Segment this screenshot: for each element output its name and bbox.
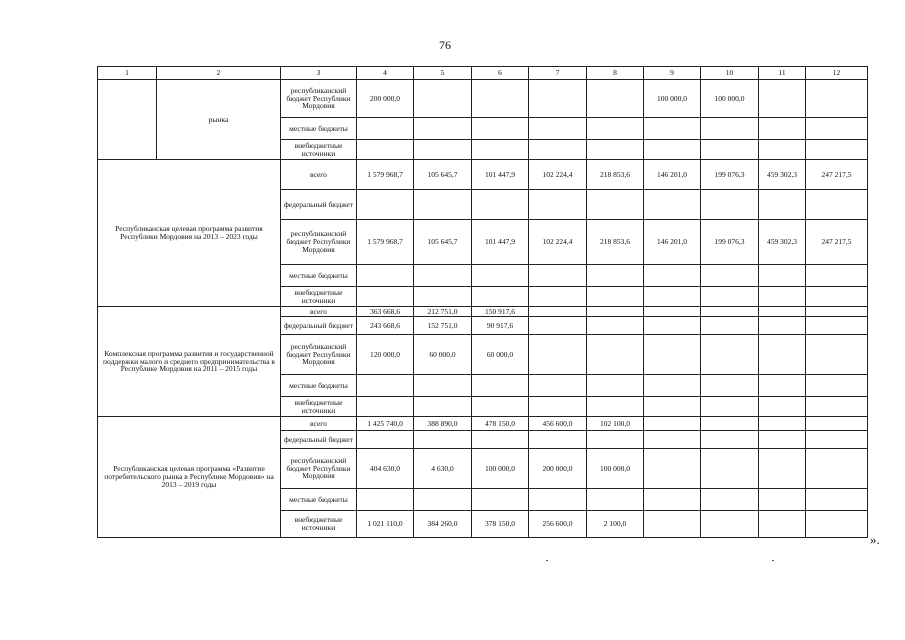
- amount-cell: [357, 397, 414, 417]
- funding-source: республиканский бюджет Республики Мордовия: [281, 220, 357, 265]
- amount-cell: 150 917,6: [472, 307, 529, 317]
- amount-cell: [701, 287, 759, 307]
- amount-cell: [414, 375, 472, 397]
- amount-cell: [472, 118, 529, 140]
- amount-cell: [472, 397, 529, 417]
- amount-cell: 4 630,0: [414, 449, 472, 489]
- continued-program-name: рынка: [157, 80, 281, 160]
- amount-cell: 1 021 110,0: [357, 511, 414, 538]
- column-number-header: 1: [98, 67, 157, 80]
- funding-source: местные бюджеты: [281, 118, 357, 140]
- amount-cell: 459 302,3: [759, 220, 806, 265]
- amount-cell: [806, 307, 868, 317]
- amount-cell: [644, 449, 701, 489]
- amount-cell: [644, 317, 701, 335]
- amount-cell: [644, 307, 701, 317]
- funding-source: федеральный бюджет: [281, 190, 357, 220]
- amount-cell: 212 751,0: [414, 307, 472, 317]
- table-row: [98, 80, 868, 118]
- amount-cell: [357, 265, 414, 287]
- amount-cell: [529, 265, 587, 287]
- amount-cell: [701, 307, 759, 317]
- amount-cell: [644, 417, 701, 431]
- program-name: Комплексная программа развития и государственной поддержки малого и среднего предпринимательства в Республике Мордовия на 2011 – 2015 годы: [98, 307, 281, 417]
- amount-cell: [587, 431, 644, 449]
- amount-cell: 384 260,0: [414, 511, 472, 538]
- amount-cell: 247 217,5: [806, 160, 868, 190]
- amount-cell: [644, 140, 701, 160]
- amount-cell: 102 224,4: [529, 220, 587, 265]
- amount-cell: 218 853,6: [587, 220, 644, 265]
- amount-cell: [806, 190, 868, 220]
- amount-cell: [529, 287, 587, 307]
- amount-cell: [587, 397, 644, 417]
- amount-cell: [759, 375, 806, 397]
- amount-cell: [806, 417, 868, 431]
- amount-cell: [644, 511, 701, 538]
- amount-cell: 100 000,0: [472, 449, 529, 489]
- column-number-header: 5: [414, 67, 472, 80]
- column-number-header: 7: [529, 67, 587, 80]
- amount-cell: [414, 397, 472, 417]
- amount-cell: [414, 287, 472, 307]
- amount-cell: [587, 317, 644, 335]
- amount-cell: [759, 265, 806, 287]
- amount-cell: [644, 431, 701, 449]
- amount-cell: [701, 140, 759, 160]
- amount-cell: 363 668,6: [357, 307, 414, 317]
- amount-cell: [414, 80, 472, 118]
- funding-source: федеральный бюджет: [281, 431, 357, 449]
- amount-cell: [759, 449, 806, 489]
- amount-cell: 256 600,0: [529, 511, 587, 538]
- amount-cell: 199 076,3: [701, 160, 759, 190]
- program-name: Республиканская целевая программа развития Республики Мордовия на 2013 – 2023 годы: [98, 160, 281, 307]
- amount-cell: [806, 140, 868, 160]
- amount-cell: [587, 287, 644, 307]
- column-number-header: 2: [157, 67, 281, 80]
- amount-cell: [644, 118, 701, 140]
- amount-cell: [701, 417, 759, 431]
- amount-cell: [806, 449, 868, 489]
- amount-cell: [701, 375, 759, 397]
- amount-cell: [806, 335, 868, 375]
- amount-cell: [529, 335, 587, 375]
- amount-cell: [806, 511, 868, 538]
- amount-cell: [472, 80, 529, 118]
- page-number: 76: [439, 38, 451, 52]
- amount-cell: [357, 118, 414, 140]
- amount-cell: [472, 489, 529, 511]
- amount-cell: [701, 511, 759, 538]
- amount-cell: [529, 489, 587, 511]
- amount-cell: 456 600,0: [529, 417, 587, 431]
- amount-cell: 478 150,0: [472, 417, 529, 431]
- column-number-header: 10: [701, 67, 759, 80]
- amount-cell: [414, 265, 472, 287]
- amount-cell: [529, 431, 587, 449]
- amount-cell: [701, 431, 759, 449]
- amount-cell: 388 890,0: [414, 417, 472, 431]
- amount-cell: 100 000,0: [701, 80, 759, 118]
- amount-cell: [529, 375, 587, 397]
- amount-cell: [472, 190, 529, 220]
- amount-cell: [529, 140, 587, 160]
- amount-cell: 199 076,3: [701, 220, 759, 265]
- amount-cell: [357, 190, 414, 220]
- amount-cell: [472, 431, 529, 449]
- amount-cell: 146 201,0: [644, 160, 701, 190]
- amount-cell: 152 751,0: [414, 317, 472, 335]
- amount-cell: 404 630,0: [357, 449, 414, 489]
- funding-source: местные бюджеты: [281, 375, 357, 397]
- amount-cell: [414, 118, 472, 140]
- amount-cell: [644, 335, 701, 375]
- amount-cell: [587, 307, 644, 317]
- amount-cell: [357, 140, 414, 160]
- funding-source: внебюджетные источники: [281, 511, 357, 538]
- table-row: [98, 417, 868, 431]
- closing-quote-mark: ».: [870, 532, 880, 547]
- funding-source: всего: [281, 417, 357, 431]
- amount-cell: 459 302,3: [759, 160, 806, 190]
- program-name: Республиканская целевая программа «Развитие потребительского рынка в Республике Мордовия» на 2013 – 2019 годы: [98, 417, 281, 538]
- amount-cell: [759, 190, 806, 220]
- column-number-header: 8: [587, 67, 644, 80]
- amount-cell: [472, 287, 529, 307]
- amount-cell: [644, 397, 701, 417]
- amount-cell: [587, 140, 644, 160]
- amount-cell: [701, 317, 759, 335]
- amount-cell: [414, 489, 472, 511]
- amount-cell: [701, 190, 759, 220]
- amount-cell: [759, 417, 806, 431]
- amount-cell: [759, 431, 806, 449]
- amount-cell: [472, 265, 529, 287]
- budget-table: [97, 66, 868, 538]
- amount-cell: [587, 489, 644, 511]
- amount-cell: [472, 140, 529, 160]
- amount-cell: 1 579 968,7: [357, 220, 414, 265]
- funding-source: республиканский бюджет Республики Мордовия: [281, 335, 357, 375]
- amount-cell: 90 917,6: [472, 317, 529, 335]
- table-row: [98, 307, 868, 317]
- amount-cell: 247 217,5: [806, 220, 868, 265]
- amount-cell: 100 000,0: [587, 449, 644, 489]
- funding-source: внебюджетные источники: [281, 140, 357, 160]
- amount-cell: [806, 431, 868, 449]
- column-number-header: 9: [644, 67, 701, 80]
- amount-cell: 101 447,9: [472, 220, 529, 265]
- amount-cell: [806, 118, 868, 140]
- amount-cell: 2 100,0: [587, 511, 644, 538]
- amount-cell: [644, 287, 701, 307]
- amount-cell: [529, 190, 587, 220]
- amount-cell: [806, 265, 868, 287]
- funding-source: внебюджетные источники: [281, 397, 357, 417]
- amount-cell: 102 224,4: [529, 160, 587, 190]
- amount-cell: [587, 375, 644, 397]
- column-number-header: 4: [357, 67, 414, 80]
- amount-cell: 100 000,0: [644, 80, 701, 118]
- amount-cell: [529, 307, 587, 317]
- amount-cell: [806, 489, 868, 511]
- amount-cell: 243 668,6: [357, 317, 414, 335]
- amount-cell: [529, 397, 587, 417]
- funding-source: федеральный бюджет: [281, 317, 357, 335]
- funding-source: всего: [281, 160, 357, 190]
- amount-cell: [759, 489, 806, 511]
- table-row: [98, 160, 868, 190]
- amount-cell: [357, 431, 414, 449]
- header-row: [98, 67, 868, 80]
- amount-cell: [701, 335, 759, 375]
- amount-cell: 60 000,0: [472, 335, 529, 375]
- amount-cell: [472, 375, 529, 397]
- amount-cell: [587, 80, 644, 118]
- amount-cell: [759, 511, 806, 538]
- amount-cell: 105 645,7: [414, 220, 472, 265]
- funding-source: всего: [281, 307, 357, 317]
- amount-cell: [759, 397, 806, 417]
- amount-cell: [759, 80, 806, 118]
- amount-cell: 120 000,0: [357, 335, 414, 375]
- continued-blank-cell: [98, 80, 157, 160]
- amount-cell: [587, 190, 644, 220]
- amount-cell: [644, 190, 701, 220]
- funding-source: местные бюджеты: [281, 489, 357, 511]
- column-number-header: 6: [472, 67, 529, 80]
- amount-cell: [759, 140, 806, 160]
- amount-cell: [414, 190, 472, 220]
- amount-cell: [759, 287, 806, 307]
- amount-cell: 218 853,6: [587, 160, 644, 190]
- amount-cell: [587, 335, 644, 375]
- amount-cell: [529, 80, 587, 118]
- funding-source: местные бюджеты: [281, 265, 357, 287]
- table-body: [98, 67, 868, 538]
- amount-cell: [806, 397, 868, 417]
- amount-cell: 60 000,0: [414, 335, 472, 375]
- amount-cell: [644, 375, 701, 397]
- scan-speck: [546, 560, 548, 561]
- amount-cell: 200 000,0: [529, 449, 587, 489]
- amount-cell: [759, 335, 806, 375]
- amount-cell: 101 447,9: [472, 160, 529, 190]
- amount-cell: [806, 317, 868, 335]
- amount-cell: [701, 118, 759, 140]
- amount-cell: [414, 431, 472, 449]
- amount-cell: [587, 118, 644, 140]
- amount-cell: [357, 287, 414, 307]
- funding-source: республиканский бюджет Республики Мордовия: [281, 449, 357, 489]
- column-number-header: 11: [759, 67, 806, 80]
- amount-cell: 146 201,0: [644, 220, 701, 265]
- amount-cell: [644, 489, 701, 511]
- amount-cell: [806, 80, 868, 118]
- scan-speck: [772, 560, 774, 561]
- amount-cell: [759, 118, 806, 140]
- amount-cell: [701, 265, 759, 287]
- amount-cell: 102 100,0: [587, 417, 644, 431]
- amount-cell: [357, 489, 414, 511]
- amount-cell: 200 000,0: [357, 80, 414, 118]
- amount-cell: [701, 397, 759, 417]
- amount-cell: [701, 449, 759, 489]
- amount-cell: 1 579 968,7: [357, 160, 414, 190]
- amount-cell: [759, 307, 806, 317]
- amount-cell: [806, 375, 868, 397]
- amount-cell: [529, 118, 587, 140]
- amount-cell: 1 425 740,0: [357, 417, 414, 431]
- amount-cell: 378 150,0: [472, 511, 529, 538]
- funding-source: республиканский бюджет Республики Мордовия: [281, 80, 357, 118]
- amount-cell: [644, 265, 701, 287]
- amount-cell: [414, 140, 472, 160]
- column-number-header: 3: [281, 67, 357, 80]
- column-number-header: 12: [806, 67, 868, 80]
- funding-source: внебюджетные источники: [281, 287, 357, 307]
- amount-cell: [759, 317, 806, 335]
- amount-cell: [701, 489, 759, 511]
- amount-cell: [806, 287, 868, 307]
- amount-cell: [587, 265, 644, 287]
- amount-cell: [529, 317, 587, 335]
- amount-cell: [357, 375, 414, 397]
- amount-cell: 105 645,7: [414, 160, 472, 190]
